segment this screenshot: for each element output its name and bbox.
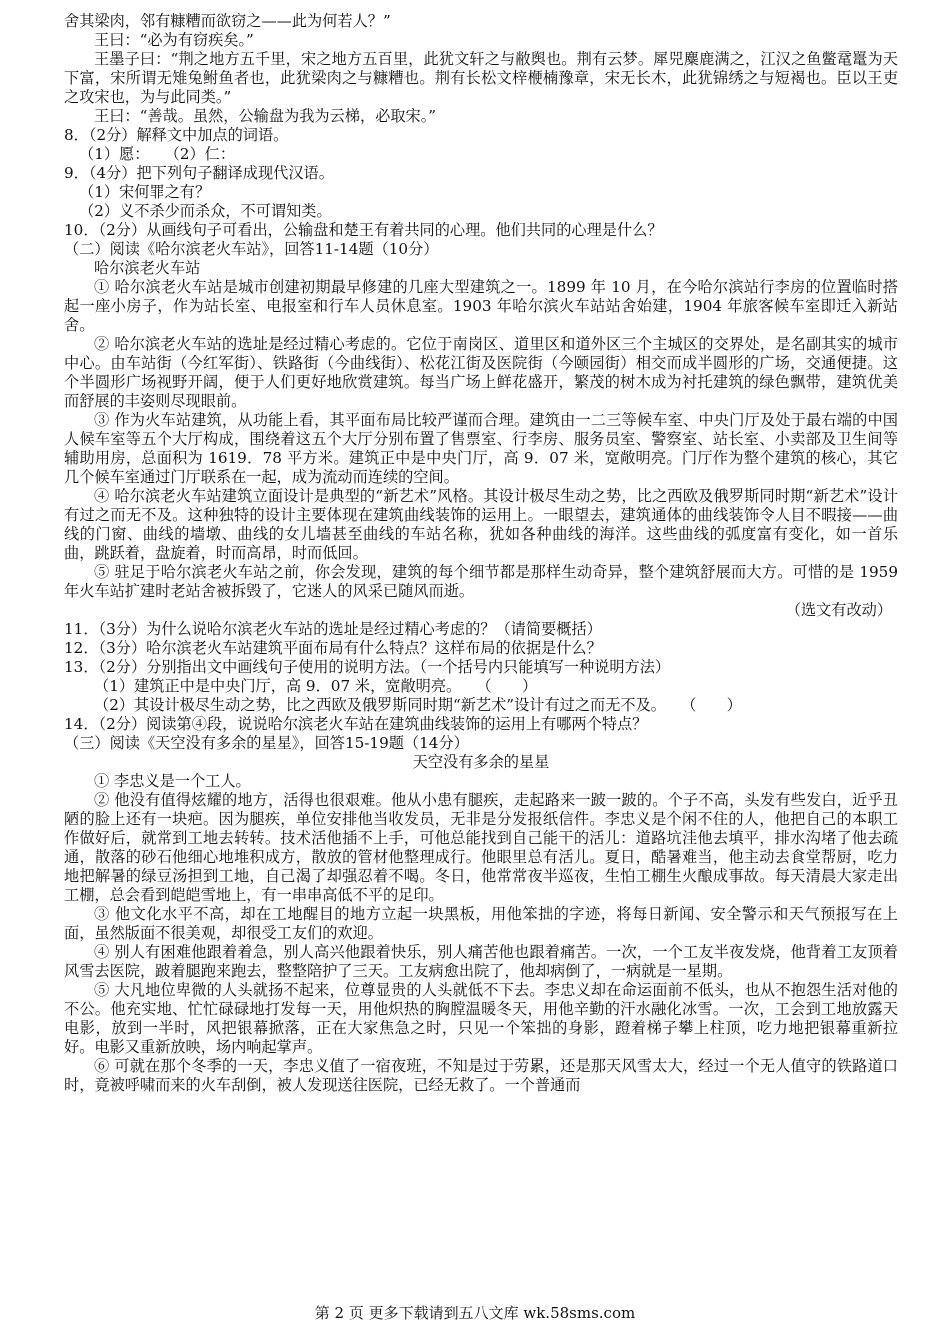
question-12: 12．（3分）哈尔滨老火车站建筑平面布局有什么特点？这样布局的依据是什么？ (64, 639, 602, 657)
question-9-item: （1）宋何罪之有？ (79, 183, 211, 201)
question-11: 11．（3分）为什么说哈尔滨老火车站的选址是经过精心考虑的？（请简要概括） (64, 620, 602, 638)
article-paragraph: ④ 哈尔滨老火车站建筑立面设计是典型的“新艺术”风格。其设计极尽生动之势，比之西欧及俄罗斯同时期“新艺术”设计有过之而无不及。这种独特的设计主要体现在建筑曲线装饰的运用上。一眼望去，建筑通体的曲线装饰令人目不暇接——曲线的门窗、曲线的墙墩、曲线的女儿墙甚至曲线的车站名称，犹如各种曲线的海洋。这些曲线的弧度富有变化，如一首乐曲，跳跃着，盘旋着，时而高昂，时而低回。 (64, 487, 898, 562)
question-14: 14．（2分）阅读第④段，说说哈尔滨老火车站在建筑曲线装饰的运用上有哪两个特点？ (64, 715, 648, 733)
article-paragraph: ③ 作为火车站建筑，从功能上看，其平面布局比较严谨而合理。建筑由一二三等候车室、中央门厅及处于最右端的中国人候车室等五个大厅构成，围绕着这五个大厅分别布置了售票室、行李房、服务员室、警察室、站长室、小卖部及卫生间等辅助用房，总面积为 1619．78 平方米。建筑正中是中央门厅，高 9．07 米，宽敞明亮。门厅作为整个建筑的核心，其它几个候车室通过门厅联系在一起，成为流动而连续的空间。 (64, 411, 898, 486)
article-paragraph: ③ 他文化水平不高，却在工地醒目的地方立起一块黑板，用他笨拙的字迹，将每日新闻、安全警示和天气预报写在上面，虽然版面不很美观，却很受工友们的欢迎。 (64, 905, 898, 942)
question-8: 8．（2分）解释文中加点的词语。 (64, 126, 289, 144)
article-paragraph: ② 他没有值得炫耀的地方，活得也很艰难。他从小患有腿疾，走起路来一跛一跛的。个子不高，头发有些发白，近乎丑陋的脸上还有一块疤。因为腿疾，单位安排他当收发员，无非是分发报纸信件。李忠义是个闲不住的人，他把自己的本职工作做好后，就常到工地去转转。技术活他插不上手，可他总能找到自己能干的活儿：道路坑洼他去填平，排水沟堵了他去疏通，散落的砂石他细心地堆积成方，散放的管材他整理成行。他眼里总有活儿。夏日，酷暑难当，他主动去食堂帮厨，吃力地把解暑的绿豆汤担到工地，自己渴了却强忍着不喝。冬日，他常常夜半巡夜，生怕工棚生火酿成事故。每天清晨大家走出工棚，总会看到皑皑雪地上，有一串串高低不平的足印。 (64, 791, 898, 904)
passage-line: 王曰：“必为有窃疾矣。” (94, 31, 254, 49)
passage-line: 舍其梁肉，邻有糠糟而欲窃之——此为何若人？” (64, 12, 391, 30)
article-paragraph: ⑤ 大凡地位卑微的人头就扬不起来，位尊显贵的人头就低不下去。李忠义却在命运面前不低头，也从不抱怨生活对他的不公。他充实地、忙忙碌碌地打发每一天，用他炽热的胸膛温暖冬天，用他辛勤的汗水融化冰雪。一次，工会到工地放露天电影，放到一半时，风把银幕掀落，正在大家焦急之时，只见一个笨拙的身影，蹬着梯子攀上柱顶，吃力地把银幕重新拉好。电影又重新放映，场内响起掌声。 (64, 981, 898, 1056)
question-9-item: （2）义不杀少而杀众，不可谓知类。 (79, 202, 332, 220)
section-heading: （二）阅读《哈尔滨老火车站》，回答11-14题（10分） (64, 240, 439, 258)
page-footer: 第 2 页 更多下载请到五八文库 wk.58sms.com (314, 1304, 636, 1322)
article-title: 天空没有多余的星星 (412, 753, 550, 771)
source-note: （选文有改动） (785, 601, 892, 619)
article-paragraph: ① 哈尔滨老火车站是城市创建初期最早修建的几座大型建筑之一。1899 年 10 月，在今哈尔滨站行李房的位置临时搭起一座小房子，作为站长室、电报室和行车人员休息室。1903 年哈尔滨火车站站舍始建，1904 年旅客候车室即迁入新站舍。 (64, 278, 898, 334)
question-9: 9．（4分）把下列句子翻译成现代汉语。 (64, 164, 334, 182)
section-heading: （三）阅读《天空没有多余的星星》，回答15-19题（14分） (64, 734, 469, 752)
question-10: 10．（2分）从画线句子可看出，公输盘和楚王有着共同的心理。他们共同的心理是什么？ (64, 221, 663, 239)
document-page (64, 12, 898, 1095)
article-paragraph: ⑥ 可就在那个冬季的一天，李忠义值了一宿夜班，不知是过于劳累，还是那天风雪太大，经过一个无人值守的铁路道口时，竟被呼啸而来的火车刮倒，被人发现送往医院，已经无救了。一个普通而 (64, 1057, 898, 1094)
article-title: 哈尔滨老火车站 (94, 259, 201, 277)
passage-line: 王墨子曰：“荆之地方五千里，宋之地方五百里，此犹文轩之与敝舆也。荆有云梦。犀兕麋鹿满之，江汉之鱼鳖鼋鼍为天下富，宋所谓无雉兔鲋鱼者也，此犹梁肉之与糠糟也。荆有长松文梓楩楠豫章，宋无长木，此犹锦绣之与短褐也。臣以王吏之攻宋也，为与此同类。” (64, 50, 898, 106)
article-paragraph: ② 哈尔滨老火车站的选址是经过精心考虑的。它位于南岗区、道里区和道外区三个主城区的交界处，是名副其实的城市中心。由车站街（今红军街）、铁路街（今曲线街）、松花江街及医院街（今颐园街）相交而成半圆形的广场，交通便捷。这个半圆形广场视野开阔，便于人们更好地欣赏建筑。每当广场上鲜花盛开，繁茂的树木成为衬托建筑的绿色飘带，建筑优美而舒展的丰姿则尽现眼前。 (64, 335, 898, 410)
question-13-item: （1）建筑正中是中央门厅，高 9．07 米，宽敞明亮。 （ ） (94, 677, 538, 695)
article-paragraph: ⑤ 驻足于哈尔滨老火车站之前，你会发现，建筑的每个细节都是那样生动奇异，整个建筑舒展而大方。可惜的是 1959 年火车站扩建时老站舍被拆毁了，它迷人的风采已随风而逝。 (64, 563, 898, 600)
question-13: 13．（2分）分别指出文中画线句子使用的说明方法。（一个括号内只能填写一种说明方法） (64, 658, 671, 676)
question-8-items: （1）愿： （2）仁： (79, 145, 236, 163)
article-paragraph: ④ 别人有困难他跟着着急，别人高兴他跟着快乐，别人痛苦他也跟着痛苦。一次，一个工友半夜发烧，他背着工友顶着风雪去医院，跛着腿跑来跑去，整整陪护了三天。工友病愈出院了，他却病倒了，一病就是一星期。 (64, 943, 898, 980)
question-13-item: （2）其设计极尽生动之势，比之西欧及俄罗斯同时期“新艺术”设计有过之而无不及。 （ ） (94, 696, 742, 714)
passage-line: 王曰：“善哉。虽然，公输盘为我为云梯，必取宋。” (94, 107, 437, 125)
article-paragraph: ① 李忠义是一个工人。 (94, 772, 251, 790)
